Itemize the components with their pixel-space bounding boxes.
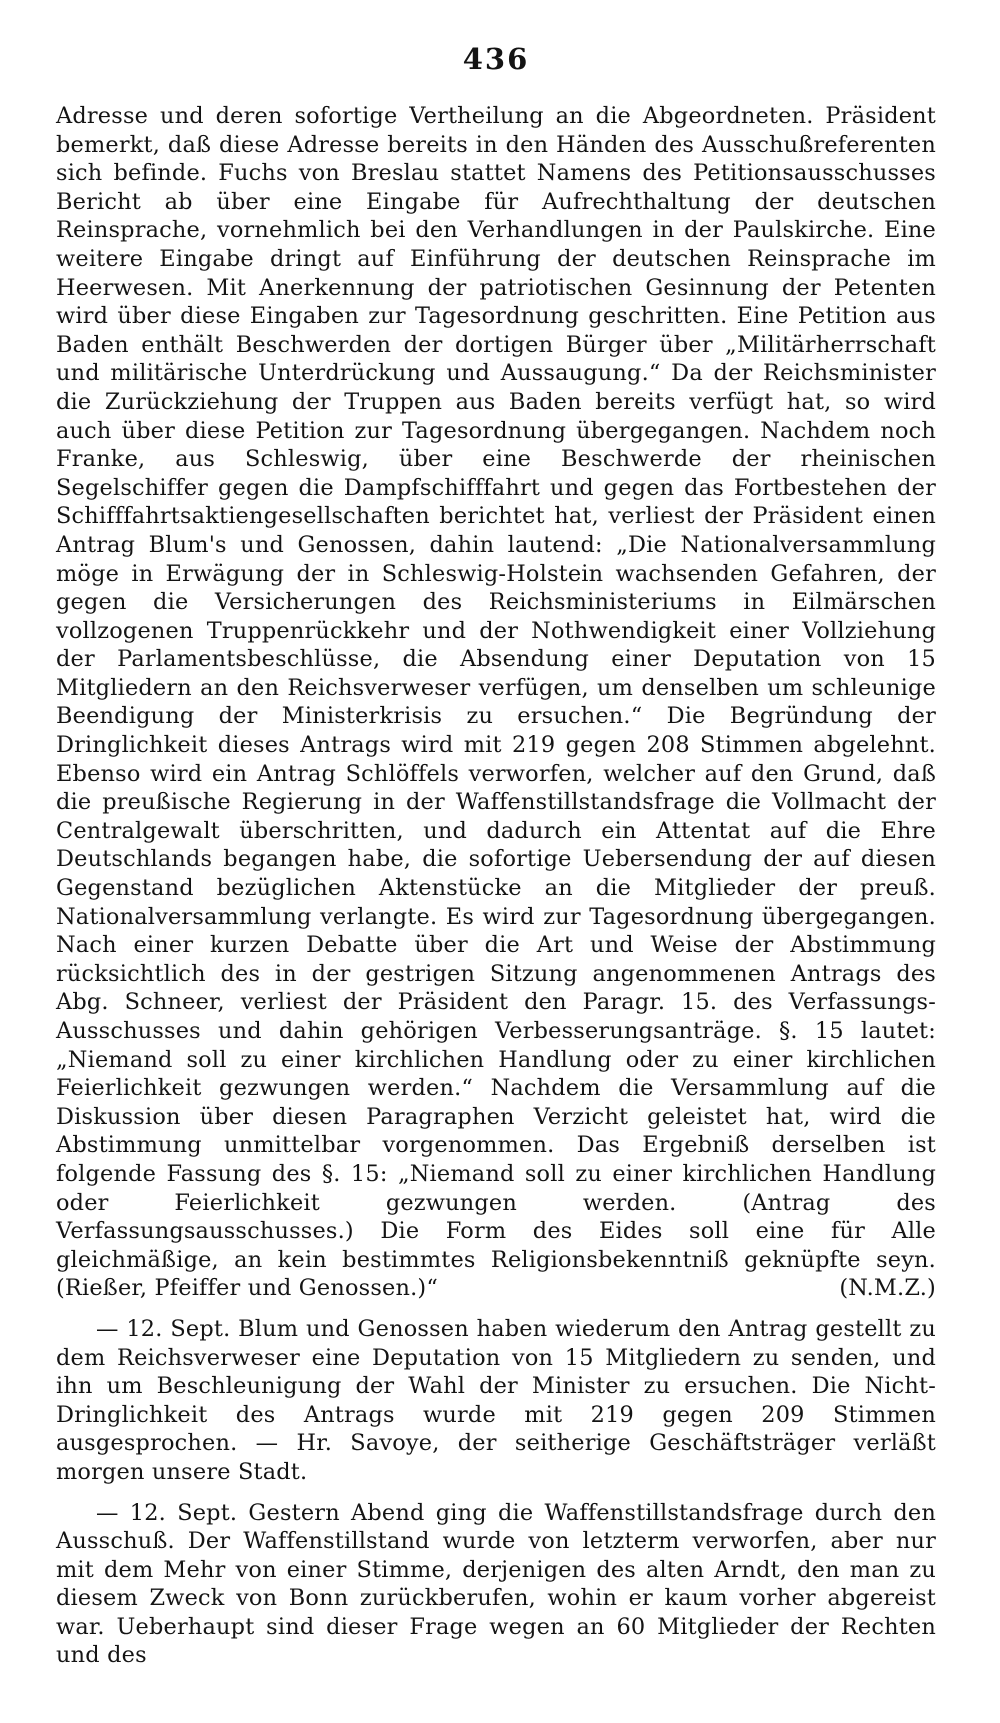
paragraph-3: — 12. Sept. Gestern Abend ging die Waffenstillstandsfrage durch den Ausschuß. Der Waffenstillstand wurde von letzterm verworfen, aber nur mit dem Mehr von einer Stimme, derjenigen des alten Arndt, den man zu diesem Zweck von Bonn zurückberufen, wohin er kaum vorher abgereist war. Ueberhaupt sind dieser Frage wegen an 60 Mitglieder der Rechten und des (56, 1499, 936, 1669)
paragraph-2: — 12. Sept. Blum und Genossen haben wiederum den Antrag gestellt zu dem Reichsverweser eine Deputation von 15 Mitgliedern zu senden, und ihn um Beschleunigung der Wahl der Minister zu ersuchen. Die Nicht-Dringlichkeit des Antrags wurde mit 219 gegen 209 Stimmen ausgesprochen. — Hr. Savoye, der seitherige Geschäftsträger verläßt morgen unsere Stadt. (56, 1315, 936, 1485)
paragraph-1 (56, 102, 936, 1303)
document-page (56, 42, 936, 1682)
page-number: 436 (462, 42, 530, 76)
paragraph-1-text: Adresse und deren sofortige Vertheilung an die Abgeordneten. Präsident bemerkt, daß diese Adresse bereits in den Händen des Ausschußreferenten sich befinde. Fuchs von Breslau stattet Namens des Petitionsausschusses Bericht ab über eine Eingabe für Aufrechthaltung der deutschen Reinsprache, vornehmlich bei den Verhandlungen in der Paulskirche. Eine weitere Eingabe dringt auf Einführung der deutschen Reinsprache im Heerwesen. Mit Anerkennung der patriotischen Gesinnung der Petenten wird über diese Eingaben zur Tagesordnung geschritten. Eine Petition aus Baden enthält Beschwerden der dortigen Bürger über „Militärherrschaft und militärische Unterdrückung und Aussaugung.“ Da der Reichsminister die Zurückziehung der Truppen aus Baden bereits verfügt hat, so wird auch über diese Petition zur Tagesordnung übergegangen. Nachdem noch Franke, aus Schleswig, über eine Beschwerde der rheinischen Segelschiffer gegen die Dampfschifffahrt und gegen das Fortbestehen der Schifffahrtsaktiengesellschaften berichtet hat, verliest der Präsident einen Antrag Blum's und Genossen, dahin lautend: „Die Nationalversammlung möge in Erwägung der in Schleswig-Holstein wachsenden Gefahren, der gegen die Versicherungen des Reichsministeriums in Eilmärschen vollzogenen Truppenrückkehr und der Nothwendigkeit einer Vollziehung der Parlamentsbeschlüsse, die Absendung einer Deputation von 15 Mitgliedern an den Reichsverweser verfügen, um denselben um schleunige Beendigung der Ministerkrisis zu ersuchen.“ Die Begründung der Dringlichkeit dieses Antrags wird mit 219 gegen 208 Stimmen abgelehnt. Ebenso wird ein Antrag Schlöffels verworfen, welcher auf den Grund, daß die preußische Regierung in der Waffenstillstandsfrage die Vollmacht der Centralgewalt überschritten, und dadurch ein Attentat auf die Ehre Deutschlands begangen habe, die sofortige Uebersendung der auf diesen Gegenstand bezüglichen Aktenstücke an die Mitglieder der preuß. Nationalversammlung verlangte. Es wird zur Tagesordnung übergegangen. Nach einer kurzen Debatte über die Art und Weise der Abstimmung rücksichtlich des in der gestrigen Sitzung angenommenen Antrags des Abg. Schneer, verliest der Präsident den Paragr. 15. des Verfassungs-Ausschusses und dahin gehörigen Verbesserungsanträge. §. 15 lautet: „Niemand soll zu einer kirchlichen Handlung oder zu einer kirchlichen Feierlichkeit gezwungen werden.“ Nachdem die Versammlung auf die Diskussion über diesen Paragraphen Verzicht geleistet hat, wird die Abstimmung unmittelbar vorgenommen. Das Ergebniß derselben ist folgende Fassung des §. 15: „Niemand soll zu einer kirchlichen Handlung oder Feierlichkeit gezwungen werden. (Antrag des Verfassungsausschusses.) Die Form des Eides soll eine für Alle gleichmäßige, an kein bestimmtes Religionsbekenntniß geknüpfte seyn. (Rießer, Pfeiffer und Genossen.)“ (56, 103, 936, 1302)
source-reference: (N.M.Z.) (839, 1275, 936, 1302)
